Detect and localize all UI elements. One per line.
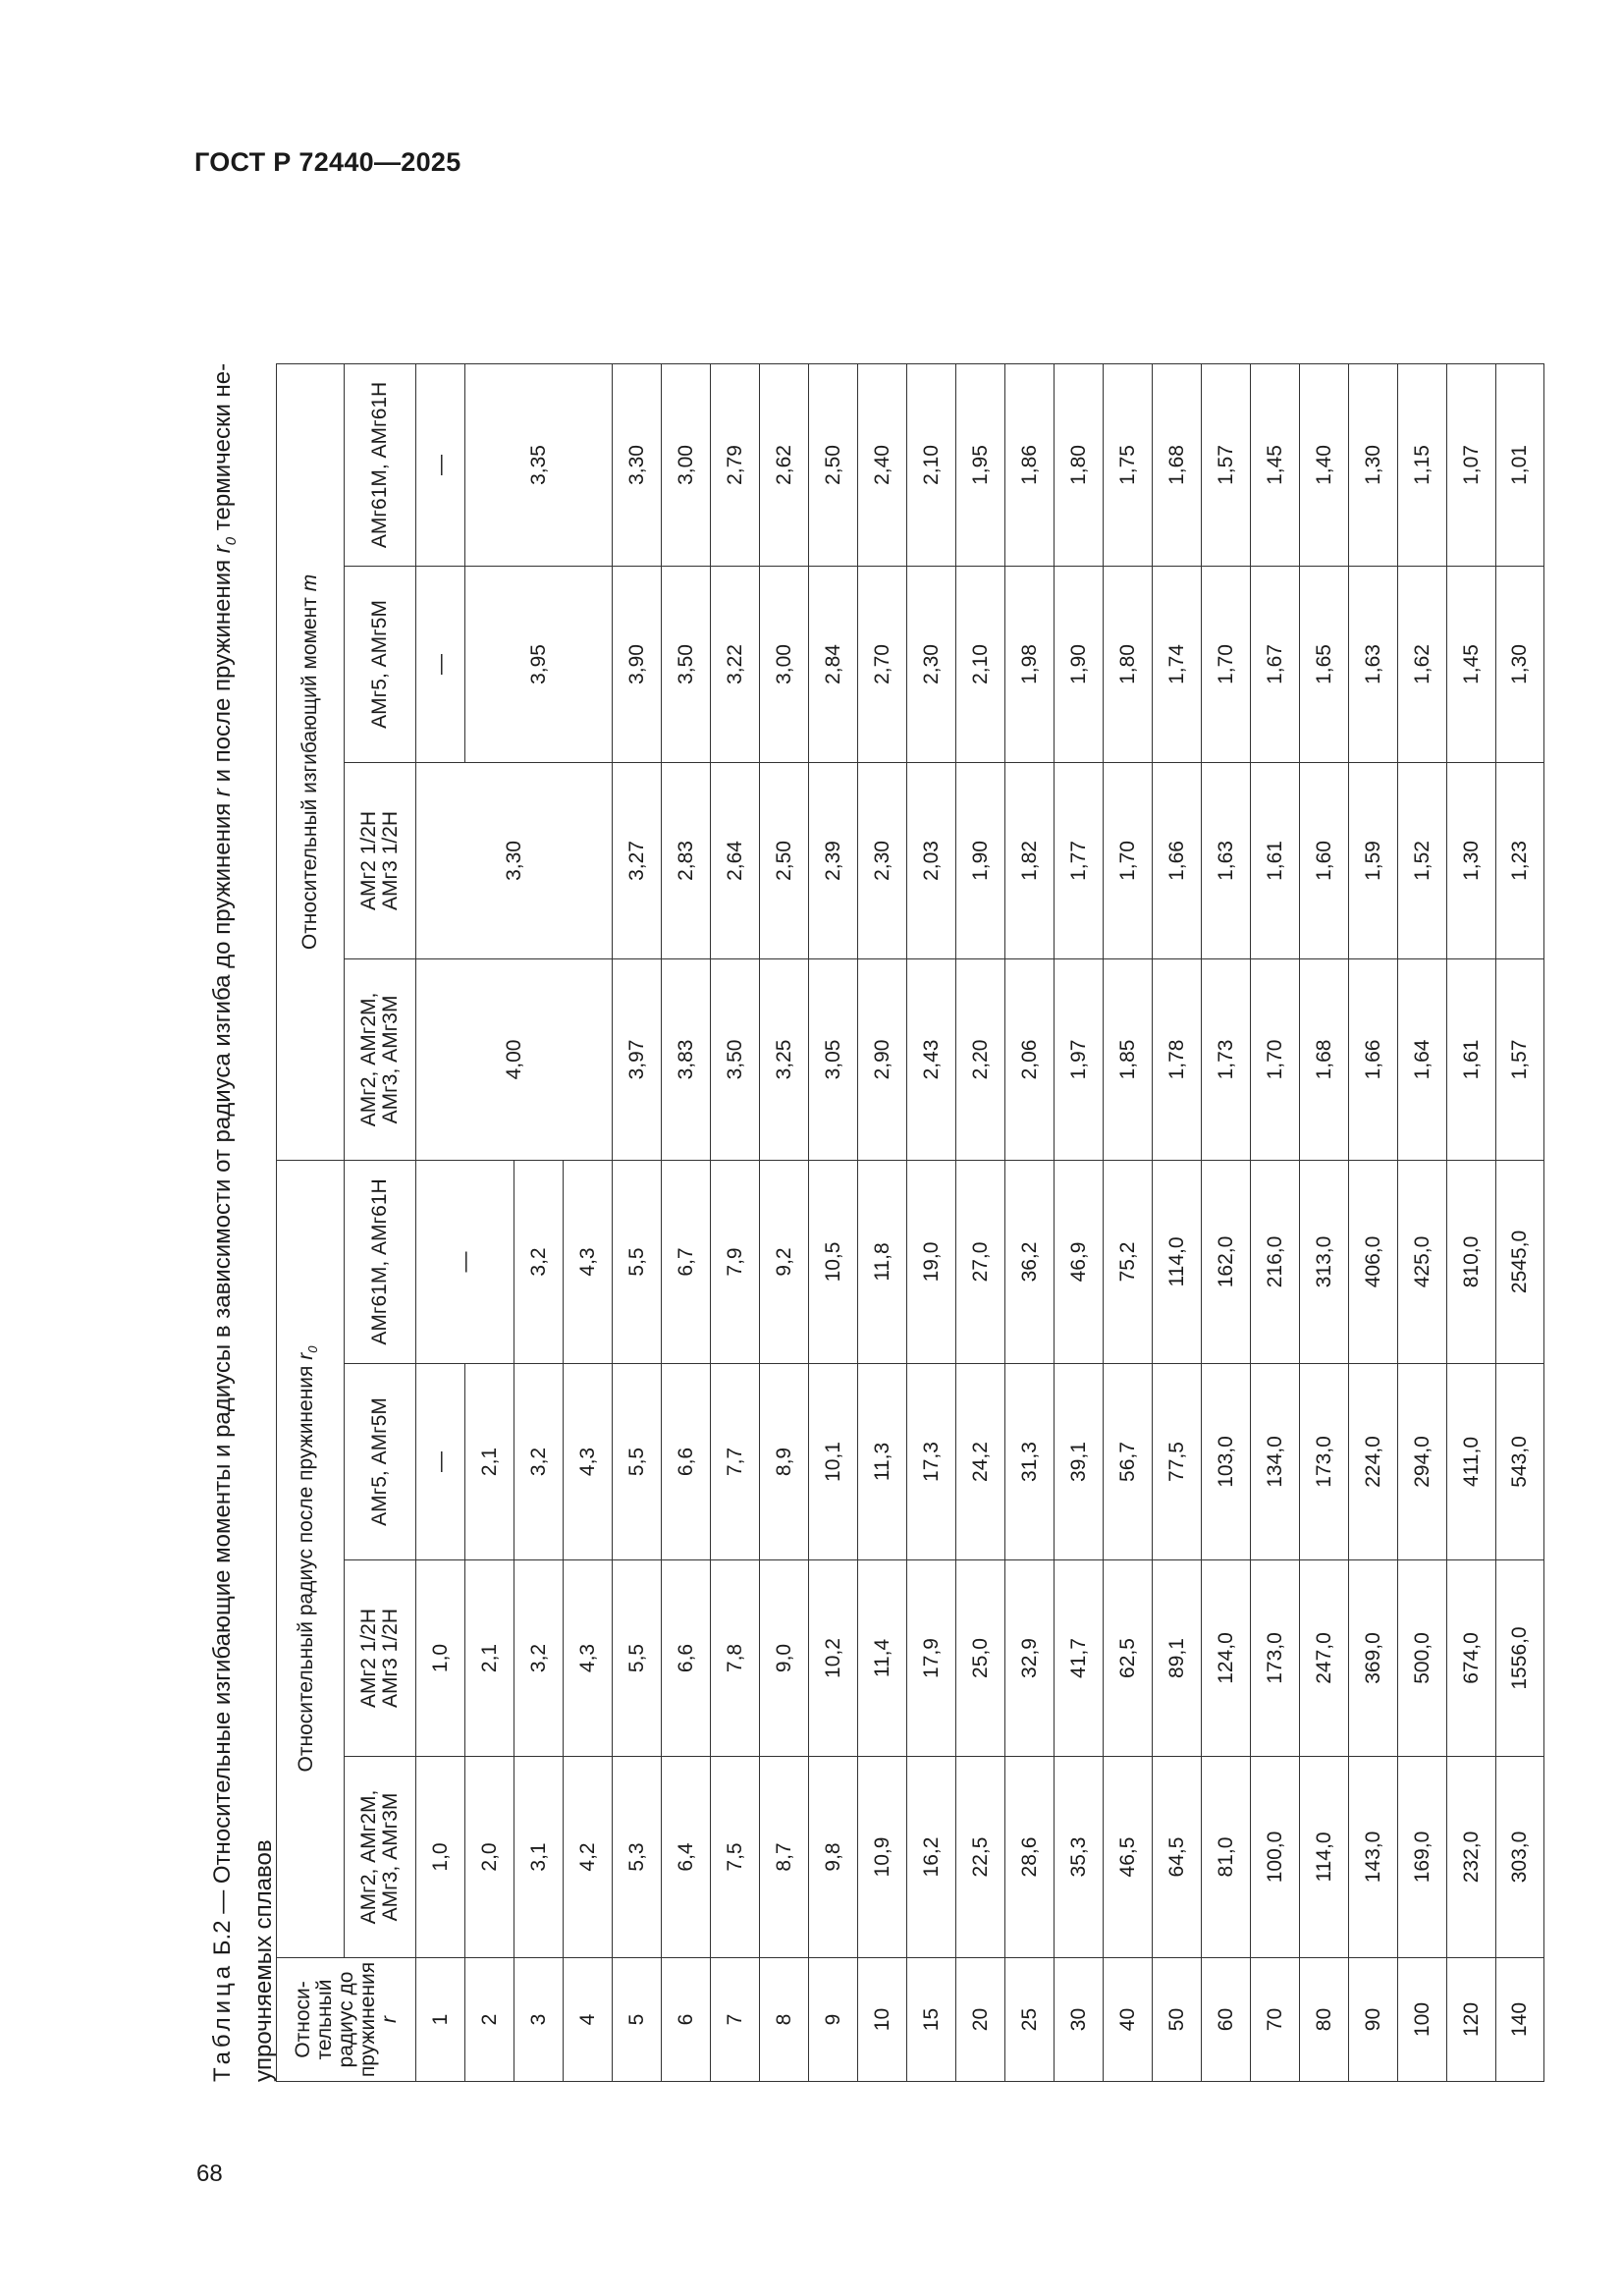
table-row [711,78,760,2081]
cell-m-a4: 1,15 [1398,363,1447,566]
table-row [809,78,858,2081]
cell-r0-a1: 1,0 [416,1757,465,1958]
alloy-header-r0-a2: АМг2 1/2Н АМг3 1/2Н [345,1560,416,1757]
cell-r0-a2: 89,1 [1153,1560,1202,1757]
cell-m-a1: 3,25 [760,958,809,1160]
cell-r0-a3: 4,3 [564,1364,613,1560]
cell-r0-a4: — [416,1160,514,1363]
cell-r0-a1: 169,0 [1398,1757,1447,1958]
cell-r0-a4: 5,5 [613,1160,662,1363]
cell-m-a1: 3,97 [613,958,662,1160]
cell-r: 6 [662,1958,711,2082]
cell-r0-a3: 224,0 [1349,1364,1398,1560]
rotated-table-block [206,79,1531,2082]
cell-m-a3: — [416,566,465,762]
cell-r0-a3: 56,7 [1104,1364,1153,1560]
cell-r0-a2: 17,9 [907,1560,956,1757]
cell-r0-a3: 31,3 [1005,1364,1055,1560]
caption-label: Таблица [209,1961,236,2082]
group-header-moment: Относительный изгибающий момент m [277,363,345,1160]
cell-m-a4: 1,57 [1202,363,1251,566]
cell-m-a2: 1,66 [1153,762,1202,958]
cell-r: 50 [1153,1958,1202,2082]
table-row [1153,78,1202,2081]
cell-r0-a3: 294,0 [1398,1364,1447,1560]
cell-r0-a3: 17,3 [907,1364,956,1560]
table-row [613,78,662,2081]
table-row [1202,78,1251,2081]
cell-r0-a2: 674,0 [1447,1560,1496,1757]
cell-r0-a2: 11,4 [858,1560,907,1757]
cell-r: 90 [1349,1958,1398,2082]
right-blank-margin [277,78,416,363]
cell-m-a2: 1,63 [1202,762,1251,958]
cell-r0-a2: 9,0 [760,1560,809,1757]
cell-r0-a4: 425,0 [1398,1160,1447,1363]
table-row [1055,78,1104,2081]
cell-r0-a1: 10,9 [858,1757,907,1958]
cell-m-a2: 1,77 [1055,762,1104,958]
cell-r0-a1: 303,0 [1496,1757,1544,1958]
cell-m-a3: 1,30 [1496,566,1544,762]
table-row [662,78,711,2081]
cell-m-a3: 2,70 [858,566,907,762]
cell-r0-a1: 35,3 [1055,1757,1104,1958]
cell-m-a2-merged: 3,30 [416,762,613,958]
cell-r: 2 [465,1958,514,2082]
cell-r0-a2: 10,2 [809,1560,858,1757]
caption-line-2: упрочняемых сплавов [249,1839,277,2082]
alloy-header-m-a3: АМг5, АМг5М [345,566,416,762]
cell-r0-a3: 134,0 [1251,1364,1300,1560]
cell-m-a1-merged: 4,00 [416,958,613,1160]
cell-r0-a3: 77,5 [1153,1364,1202,1560]
cell-r: 60 [1202,1958,1251,2082]
cell-m-a4: 1,07 [1447,363,1496,566]
cell-r0-a3: 2,1 [465,1364,514,1560]
cell-m-a4: 2,10 [907,363,956,566]
cell-r0-a2: 6,6 [662,1560,711,1757]
cell-r0-a2: 25,0 [956,1560,1005,1757]
cell-m-a1: 1,68 [1300,958,1349,1160]
table-row [1496,78,1544,2081]
cell-r0-a1: 28,6 [1005,1757,1055,1958]
cell-r0-a1: 8,7 [760,1757,809,1958]
cell-r0-a1: 9,8 [809,1757,858,1958]
cell-m-a2: 1,61 [1251,762,1300,958]
cell-m-a2: 2,03 [907,762,956,958]
cell-r0-a3: 8,9 [760,1364,809,1560]
cell-m-a1: 1,61 [1447,958,1496,1160]
cell-r0-a1: 7,5 [711,1757,760,1958]
caption-number: Б.2 [209,1920,236,1956]
alloy-header-r0-a4: АМг61М, АМг61Н [345,1160,416,1363]
cell-m-a1: 2,20 [956,958,1005,1160]
cell-r0-a1: 22,5 [956,1757,1005,1958]
table-row [1005,78,1055,2081]
cell-r0-a4: 313,0 [1300,1160,1349,1363]
cell-m-a1: 2,06 [1005,958,1055,1160]
cell-m-a3: 1,65 [1300,566,1349,762]
table-row [1349,78,1398,2081]
cell-m-a3: 2,30 [907,566,956,762]
cell-r: 100 [1398,1958,1447,2082]
cell-r0-a4: 3,2 [514,1160,564,1363]
cell-r0-a2: 4,3 [564,1560,613,1757]
cell-r0-a3: 10,1 [809,1364,858,1560]
cell-m-a4: 1,30 [1349,363,1398,566]
cell-m-a3: 1,67 [1251,566,1300,762]
cell-r0-a3: 5,5 [613,1364,662,1560]
cell-m-a3: 3,90 [613,566,662,762]
caption-text-a: — Относительные изгибающие моменты и радиусы в зависимости от радиуса изгиба до пружинения [209,796,236,1921]
cell-r0-a2: 3,2 [514,1560,564,1757]
cell-r0-a4: 36,2 [1005,1160,1055,1363]
caption-symbol-r: r [209,789,236,797]
cell-r0-a3: — [416,1364,465,1560]
cell-m-a4: 1,86 [1005,363,1055,566]
cell-r0-a4: 19,0 [907,1160,956,1363]
caption-symbol-r0: $r_0$ [209,536,240,554]
table-row [956,78,1005,2081]
cell-r0-a3: 7,7 [711,1364,760,1560]
cell-m-a1: 1,70 [1251,958,1300,1160]
cell-r: 5 [613,1958,662,2082]
cell-m-a2: 2,64 [711,762,760,958]
cell-r0-a1: 4,2 [564,1757,613,1958]
cell-m-a1: 3,05 [809,958,858,1160]
cell-m-a3: 1,98 [1005,566,1055,762]
cell-r: 120 [1447,1958,1496,2082]
cell-r: 9 [809,1958,858,2082]
cell-m-a1: 3,50 [711,958,760,1160]
cell-r0-a3: 103,0 [1202,1364,1251,1560]
cell-m-a4: 1,01 [1496,363,1544,566]
cell-m-a1: 3,83 [662,958,711,1160]
cell-r0-a4: 4,3 [564,1160,613,1363]
cell-m-a4: 1,45 [1251,363,1300,566]
cell-r0-a2: 7,8 [711,1560,760,1757]
cell-r: 10 [858,1958,907,2082]
header-row-groups [277,78,345,2081]
cell-r0-a2: 1,0 [416,1560,465,1757]
cell-m-a4: 1,40 [1300,363,1349,566]
page-number: 68 [196,2160,223,2187]
caption-text-c: термически не- [209,362,236,537]
cell-r: 25 [1005,1958,1055,2082]
cell-m-a2: 1,30 [1447,762,1496,958]
cell-r0-a1: 6,4 [662,1757,711,1958]
cell-m-a4: 1,75 [1104,363,1153,566]
cell-m-a1: 1,97 [1055,958,1104,1160]
cell-r0-a2: 369,0 [1349,1560,1398,1757]
alloy-header-m-a2: АМг2 1/2Н АМг3 1/2Н [345,762,416,958]
cell-m-a2: 1,59 [1349,762,1398,958]
cell-m-a3: 2,84 [809,566,858,762]
springback-table [276,78,1544,2082]
cell-r0-a4: 7,9 [711,1160,760,1363]
cell-r: 3 [514,1958,564,2082]
cell-r0-a2: 32,9 [1005,1560,1055,1757]
cell-r0-a2: 173,0 [1251,1560,1300,1757]
table-caption [206,79,280,2082]
cell-r: 7 [711,1958,760,2082]
cell-r: 15 [907,1958,956,2082]
cell-r0-a4: 11,8 [858,1160,907,1363]
alloy-header-m-a1: АМг2, АМг2М, АМг3, АМг3М [345,958,416,1160]
cell-r0-a4: 10,5 [809,1160,858,1363]
alloy-header-r0-a3: АМг5, АМг5М [345,1364,416,1560]
cell-m-a3: 3,22 [711,566,760,762]
cell-r0-a3: 6,6 [662,1364,711,1560]
table-row [760,78,809,2081]
cell-m-a2: 2,83 [662,762,711,958]
cell-r0-a1: 143,0 [1349,1757,1398,1958]
cell-r0-a4: 810,0 [1447,1160,1496,1363]
cell-r0-a3: 24,2 [956,1364,1005,1560]
table-row [1447,78,1496,2081]
table-row [1251,78,1300,2081]
cell-r: 4 [564,1958,613,2082]
table-row [1398,78,1447,2081]
cell-m-a3-merged: 3,95 [465,566,613,762]
cell-r0-a2: 247,0 [1300,1560,1349,1757]
cell-r0-a3: 411,0 [1447,1364,1496,1560]
cell-m-a4: 1,95 [956,363,1005,566]
cell-m-a2: 1,70 [1104,762,1153,958]
cell-r0-a2: 500,0 [1398,1560,1447,1757]
cell-m-a2: 1,60 [1300,762,1349,958]
cell-m-a3: 1,80 [1104,566,1153,762]
cell-r: 140 [1496,1958,1544,2082]
cell-r0-a1: 81,0 [1202,1757,1251,1958]
cell-r0-a3: 11,3 [858,1364,907,1560]
cell-r: 40 [1104,1958,1153,2082]
cell-m-a3: 3,50 [662,566,711,762]
cell-m-a3: 1,62 [1398,566,1447,762]
cell-m-a1: 1,66 [1349,958,1398,1160]
alloy-header-r0-a1: АМг2, АМг2М, АМг3, АМг3М [345,1757,416,1958]
cell-m-a2: 1,52 [1398,762,1447,958]
table-row [1300,78,1349,2081]
cell-m-a1: 1,85 [1104,958,1153,1160]
cell-m-a2: 1,82 [1005,762,1055,958]
cell-r0-a4: 75,2 [1104,1160,1153,1363]
cell-r0-a1: 64,5 [1153,1757,1202,1958]
cell-r0-a4: 216,0 [1251,1160,1300,1363]
cell-r0-a4: 6,7 [662,1160,711,1363]
cell-r0-a3: 173,0 [1300,1364,1349,1560]
cell-m-a2: 1,90 [956,762,1005,958]
cell-r0-a1: 100,0 [1251,1757,1300,1958]
document-header: ГОСТ Р 72440—2025 [194,147,461,177]
cell-r0-a2: 41,7 [1055,1560,1104,1757]
cell-m-a2: 2,30 [858,762,907,958]
cell-m-a1: 1,57 [1496,958,1544,1160]
cell-m-a4: 2,62 [760,363,809,566]
cell-m-a3: 1,74 [1153,566,1202,762]
cell-r0-a2: 124,0 [1202,1560,1251,1757]
cell-r0-a3: 3,2 [514,1364,564,1560]
cell-m-a4: 2,79 [711,363,760,566]
cell-m-a3: 1,70 [1202,566,1251,762]
cell-r0-a2: 1556,0 [1496,1560,1544,1757]
cell-m-a3: 2,10 [956,566,1005,762]
cell-r0-a1: 5,3 [613,1757,662,1958]
cell-r0-a1: 114,0 [1300,1757,1349,1958]
cell-r: 20 [956,1958,1005,2082]
table-body [416,78,1544,2081]
cell-r0-a4: 114,0 [1153,1160,1202,1363]
col-header-r: Относи-тельный радиус до пружинения r [277,1958,416,2082]
cell-m-a4: 3,30 [613,363,662,566]
cell-r0-a3: 39,1 [1055,1364,1104,1560]
cell-r0-a2: 2,1 [465,1560,514,1757]
alloy-header-m-a4: АМг61М, АМг61Н [345,363,416,566]
cell-r0-a2: 62,5 [1104,1560,1153,1757]
cell-m-a4: 1,68 [1153,363,1202,566]
cell-r0-a4: 406,0 [1349,1160,1398,1363]
table-row [416,78,465,2081]
cell-m-a1: 2,43 [907,958,956,1160]
cell-r0-a4: 162,0 [1202,1160,1251,1363]
group-header-radius: Относительный радиус после пружинения $r_0$ [277,1160,345,1957]
caption-text-b: и после пружинения [209,553,236,790]
cell-r0-a2: 5,5 [613,1560,662,1757]
cell-r0-a4: 2545,0 [1496,1160,1544,1363]
table-row [1104,78,1153,2081]
cell-r: 80 [1300,1958,1349,2082]
table-row [858,78,907,2081]
cell-m-a3: 3,00 [760,566,809,762]
cell-m-a1: 1,78 [1153,958,1202,1160]
cell-m-a1: 1,64 [1398,958,1447,1160]
cell-r0-a1: 2,0 [465,1757,514,1958]
cell-r0-a4: 46,9 [1055,1160,1104,1363]
table-row [907,78,956,2081]
cell-r0-a1: 232,0 [1447,1757,1496,1958]
cell-m-a4: 2,50 [809,363,858,566]
cell-m-a4: — [416,363,465,566]
cell-m-a3: 1,45 [1447,566,1496,762]
cell-m-a1: 1,73 [1202,958,1251,1160]
cell-m-a1: 2,90 [858,958,907,1160]
cell-r: 8 [760,1958,809,2082]
cell-m-a2: 3,27 [613,762,662,958]
cell-m-a4: 2,40 [858,363,907,566]
cell-m-a2: 2,39 [809,762,858,958]
cell-m-a4: 1,80 [1055,363,1104,566]
cell-r: 30 [1055,1958,1104,2082]
cell-r: 70 [1251,1958,1300,2082]
cell-r0-a1: 46,5 [1104,1757,1153,1958]
cell-r0-a1: 16,2 [907,1757,956,1958]
cell-m-a3: 1,63 [1349,566,1398,762]
cell-r0-a4: 27,0 [956,1160,1005,1363]
header-row-alloys [345,78,416,2081]
cell-m-a4-merged: 3,35 [465,363,613,566]
cell-r0-a1: 3,1 [514,1757,564,1958]
cell-m-a3: 1,90 [1055,566,1104,762]
cell-m-a2: 1,23 [1496,762,1544,958]
cell-r0-a3: 543,0 [1496,1364,1544,1560]
cell-r0-a4: 9,2 [760,1160,809,1363]
cell-m-a2: 2,50 [760,762,809,958]
cell-r: 1 [416,1958,465,2082]
cell-m-a4: 3,00 [662,363,711,566]
